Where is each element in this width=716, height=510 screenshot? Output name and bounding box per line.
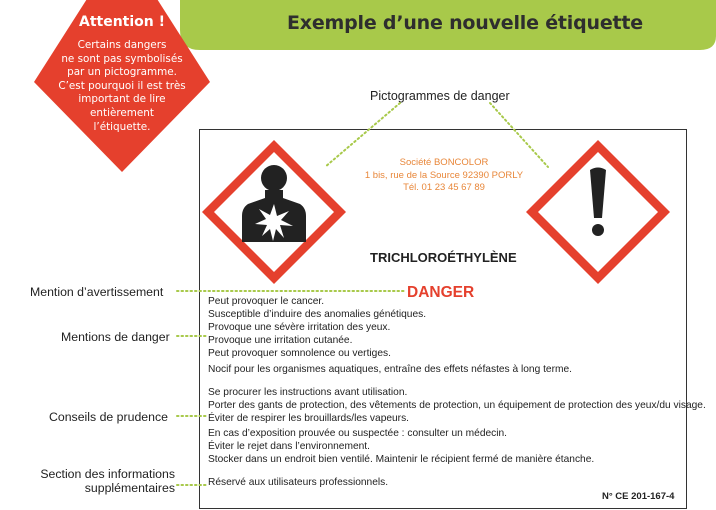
attention-line: Certains dangers [77,39,167,51]
health-hazard-pictogram [202,140,346,284]
hazard-statement: Peut provoquer somnolence ou vertiges. [208,348,391,359]
page-title: Exemple d’une nouvelle étiquette [287,12,643,34]
hazard-statement: Provoque une sévère irritation des yeux. [208,322,391,333]
attention-line: ne sont pas symbolisés [61,52,183,65]
attention-line: C’est pourquoi il est très [58,79,186,92]
precautionary-statement: Éviter de respirer les brouillards/les vapeurs. [208,413,410,424]
precautionary-statement: Porter des gants de protection, des vêtements de protection, un équipement de protection des yeux/du visage. [208,400,706,411]
supplementary-statement: Réservé aux utilisateurs professionnels. [208,477,389,488]
exclamation-mark-pictogram [526,140,670,284]
signal-word: DANGER [407,284,475,301]
precautionary-statement: Éviter le rejet dans l’environnement. [208,441,370,452]
precautionary-statement: En cas d’exposition prouvée ou suspectée : consulter un médecin. [208,428,508,439]
supplier-address: 1 bis, rue de la Source 92390 PORLY [364,169,524,181]
attention-heading: Attention ! [78,14,166,30]
precautionary-statement: Se procurer les instructions avant utilisation. [208,387,408,398]
side-leaders [177,291,404,485]
side-label-supplementary-line: supplémentaires [84,481,175,495]
ce-number: N° CE 201-167-4 [602,491,675,502]
attention-line: l’étiquette. [93,120,151,133]
side-label-signal-word: Mention d’avertissement [30,285,164,299]
attention-line: entièrement [90,106,154,119]
hazard-statement: Nocif pour les organismes aquatiques, entraîne des effets néfastes à long terme. [208,364,572,375]
attention-line: important de lire [78,93,166,106]
hazard-statement: Provoque une irritation cutanée. [208,335,353,346]
supplier-name: Société BONCOLOR [399,157,489,168]
hazard-statement: Peut provoquer le cancer. [208,296,325,307]
side-label-hazard-statements: Mentions de danger [61,330,170,344]
pictograms-title: Pictogrammes de danger [370,89,510,103]
precautionary-statement: Stocker dans un endroit bien ventilé. Maintenir le récipient fermé de manière étanche. [208,454,595,465]
hazard-statement: Susceptible d’induire des anomalies génétiques. [208,309,427,320]
supplier-phone: Tél. 01 23 45 67 89 [403,182,485,193]
pictogram-leaders [325,103,548,167]
side-label-precautionary: Conseils de prudence [49,410,168,424]
attention-line: par un pictogramme. [67,66,177,79]
product-name: TRICHLOROÉTHYLÈNE [370,250,517,265]
side-label-supplementary-line: Section des informations [40,467,175,481]
